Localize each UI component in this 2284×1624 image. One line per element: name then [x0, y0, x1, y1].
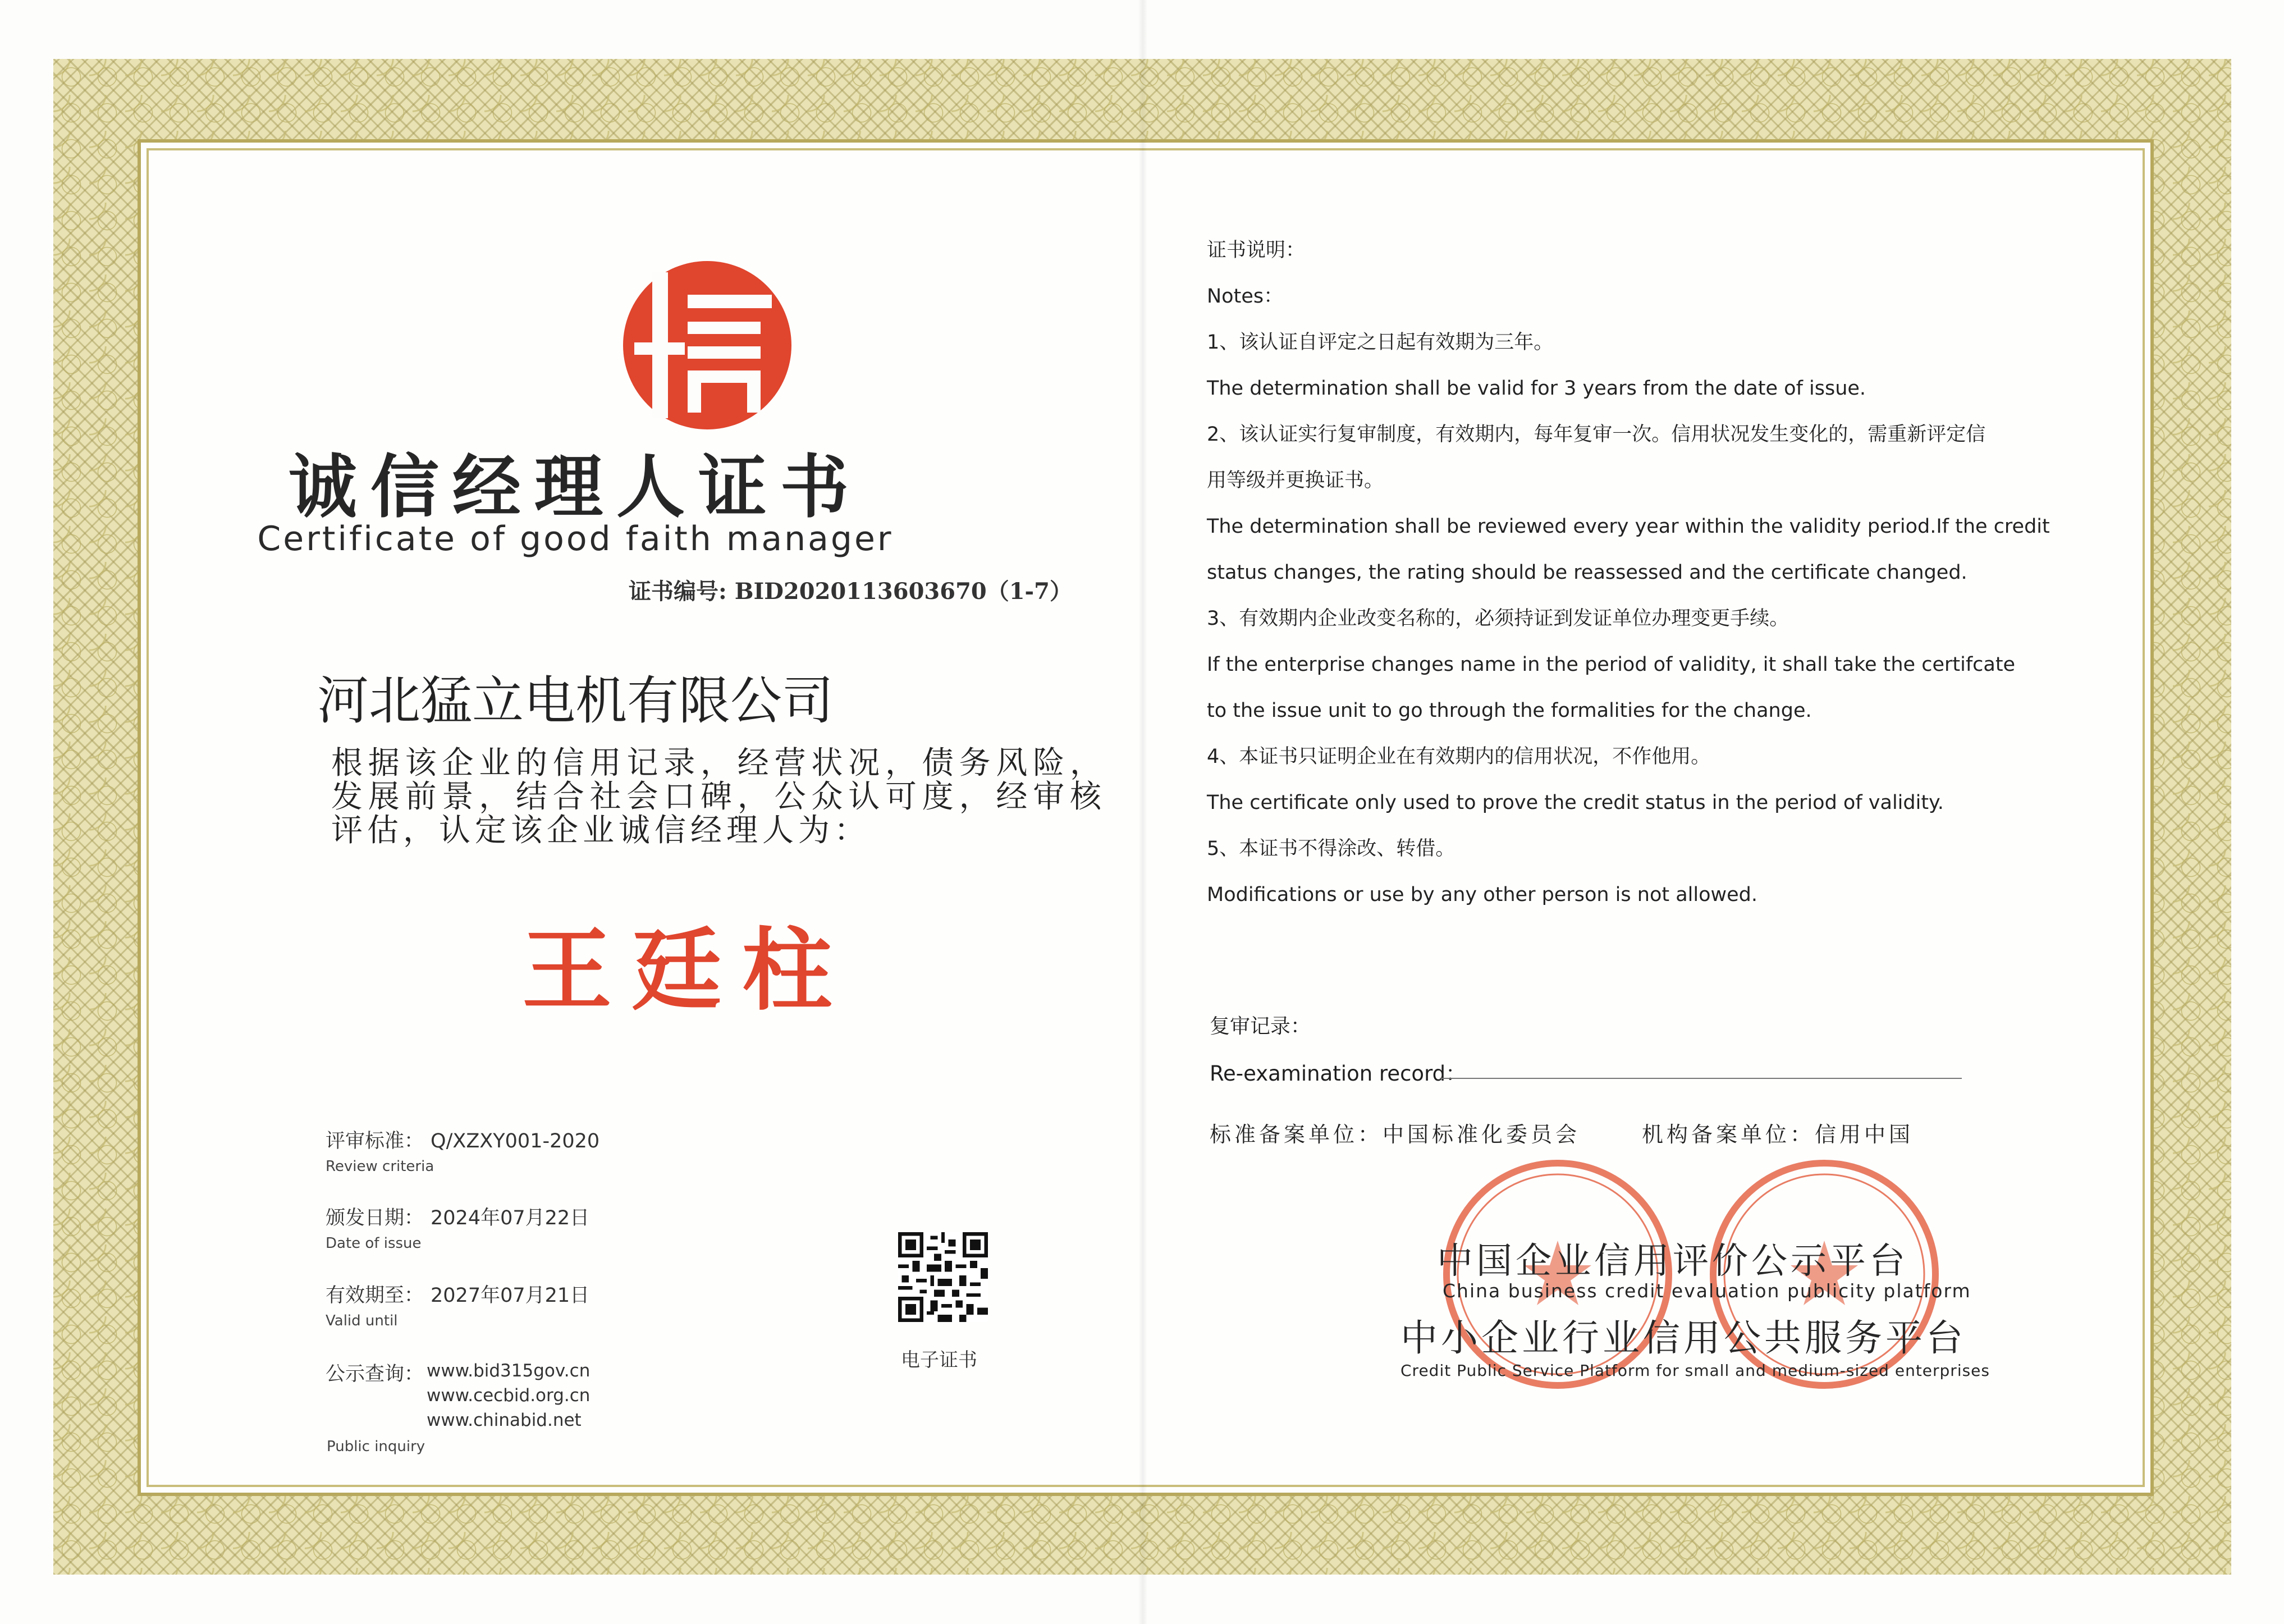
issuer-platform-1-en: China business credit evaluation publicity platform: [1443, 1280, 1971, 1302]
note-line: If the enterprise changes name in the period of validity, it shall take the certifcate: [1207, 653, 2016, 676]
issue-date-label-en: Date of issue: [326, 1235, 422, 1252]
valid-until-label: 有效期至：: [326, 1284, 424, 1307]
review-criteria-label-en: Review criteria: [326, 1158, 434, 1175]
notes-heading-cn: 证书说明：: [1207, 239, 1306, 262]
certificate-title-cn: 诚信经理人证书: [289, 447, 862, 527]
standard-filing-unit: 标准备案单位：中国标准化委员会: [1210, 1122, 1581, 1147]
certificate-number-label: 证书编号:: [629, 578, 727, 605]
certificate-number: [629, 574, 1072, 606]
agency-filing-unit: 机构备案单位：信用中国: [1642, 1122, 1914, 1147]
qr-code-label: 电子证书: [901, 1349, 977, 1371]
issuer-platform-2-cn: 中小企业行业信用公共服务平台: [1400, 1316, 1966, 1360]
review-criteria-label: 评审标准：: [326, 1130, 424, 1152]
intro-text: 根据该企业的信用记录，经营状况，债务风险，发展前景，结合社会口碑，公众认可度，经审核评估，认定该企业诚信经理人为：: [331, 745, 1106, 849]
public-inquiry-urls: [427, 1358, 590, 1433]
certificate-title-en: Certificate of good faith manager: [257, 519, 894, 559]
notes-heading-en: Notes：: [1207, 285, 1284, 308]
valid-until-field: [326, 1280, 589, 1329]
note-line: 1、该认证自评定之日起有效期为三年。: [1207, 331, 1554, 354]
note-line: 3、有效期内企业改变名称的，必须持证到发证单位办理变更手续。: [1207, 607, 1789, 630]
valid-until-label-en: Valid until: [326, 1312, 398, 1329]
filing-units: [1210, 1117, 1914, 1148]
issuer-platform-1-cn: 中国企业信用评价公示平台: [1437, 1241, 1908, 1282]
note-line: The determination shall be reviewed every year within the validity period.If the credit: [1207, 515, 2050, 538]
issue-date-field: [326, 1202, 589, 1252]
note-line: 用等级并更换证书。: [1207, 469, 1384, 492]
qr-code-icon[interactable]: [898, 1232, 988, 1322]
note-line: 2、该认证实行复审制度，有效期内，每年复审一次。信用状况发生变化的，需重新评定信: [1207, 423, 1986, 446]
certificate-number-value: BID2020113603670（1-7）: [734, 578, 1072, 605]
notes-block: [1207, 227, 2116, 918]
manager-name: 王廷柱: [522, 917, 853, 1023]
note-line: The determination shall be valid for 3 years from the date of issue.: [1207, 377, 1866, 400]
center-fold: [1138, 0, 1147, 1624]
inquiry-url-link[interactable]: www.chinabid.net: [427, 1410, 582, 1430]
inquiry-url-link[interactable]: www.bid315gov.cn: [427, 1361, 591, 1381]
reexam-label-cn: 复审记录：: [1210, 1015, 1311, 1038]
public-inquiry-label: 公示查询：: [326, 1363, 424, 1385]
issuer-platform-2-en: Credit Public Service Platform for small and medium-sized enterprises: [1400, 1361, 1990, 1380]
review-criteria-value: Q/XZXY001-2020: [431, 1130, 600, 1152]
note-line: 5、本证书不得涂改、转借。: [1207, 838, 1455, 860]
xin-character-emblem-icon: [617, 255, 797, 435]
note-line: status changes, the rating should be reassessed and the certificate changed.: [1207, 561, 1967, 584]
public-inquiry-label-en: Public inquiry: [327, 1438, 425, 1455]
note-line: Modifications or use by any other person is not allowed.: [1207, 884, 1758, 906]
issue-date-label: 颁发日期：: [326, 1207, 424, 1229]
note-line: The certificate only used to prove the credit status in the period of validity.: [1207, 792, 1944, 814]
reexam-label-en: Re-examination record：: [1210, 1062, 1467, 1086]
note-line: to the issue unit to go through the formalities for the change.: [1207, 699, 1812, 722]
review-criteria-field: [326, 1126, 599, 1175]
issue-date-value: 2024年07月22日: [431, 1207, 590, 1229]
note-line: 4、本证书只证明企业在有效期内的信用状况，不作他用。: [1207, 745, 1711, 768]
company-name: 河北猛立电机有限公司: [317, 671, 834, 731]
valid-until-value: 2027年07月21日: [431, 1284, 590, 1307]
inquiry-url-link[interactable]: www.cecbid.org.cn: [427, 1385, 591, 1406]
reexam-underline: [1440, 1078, 1962, 1079]
